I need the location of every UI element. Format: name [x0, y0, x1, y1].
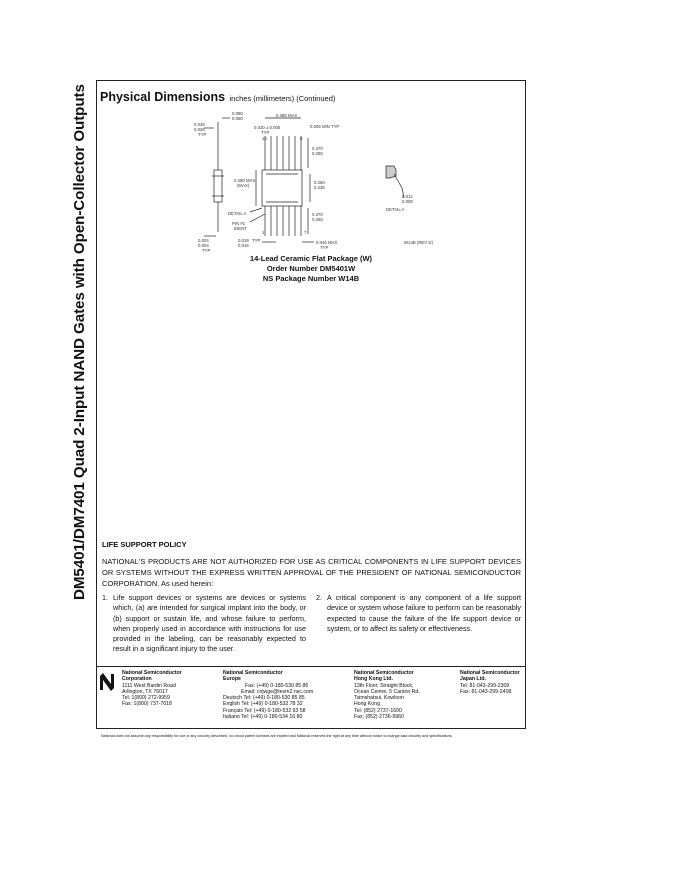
dim-label: 0.045 [194, 122, 205, 127]
dim-label: IDENT [234, 226, 247, 231]
dim-label: 0.260 [314, 180, 325, 185]
dim-label: 0.019 [238, 238, 249, 243]
contact-line: Tel: (852) 2737-1600 [354, 707, 402, 714]
dim-label: 0.012 [402, 194, 413, 199]
dim-label: 0.385 MAX [276, 113, 298, 118]
dim-label: 0.015 [238, 243, 249, 248]
dim-label: 0.370 [312, 212, 323, 217]
dim-label: 0.004 [198, 243, 209, 248]
contact-line: Fax: 81-043-299-2408 [460, 688, 512, 695]
dim-label: TYP [252, 238, 261, 243]
contact-line: Tsimshatsui, Kowloon [354, 695, 404, 702]
contact-line: Email: cnjwge@tevm2.nsc.com [241, 688, 314, 695]
national-semiconductor-logo-icon [99, 672, 115, 692]
dim-label: 0.030 ± 0.005 [254, 125, 281, 130]
package-dimension-drawing [190, 108, 433, 258]
contact-line: Ocean Centre, 5 Canton Rd. [354, 688, 420, 695]
package-caption [200, 254, 422, 284]
contact-line: Fax: (852) 2736-9960 [354, 714, 404, 721]
dim-label: 0.250 [312, 151, 323, 156]
dim-label: 1 [262, 230, 265, 235]
dim-label: 0.008 [402, 199, 413, 204]
caption-line: Order Number DM5401W [266, 264, 356, 273]
contact-line: Tel: 1(800) 272-9959 [122, 695, 170, 702]
policy-item-1 [102, 593, 306, 655]
dim-label: 0.050 [232, 116, 243, 121]
dim-label: TYP [202, 248, 211, 253]
policy-item-text: Life support devices or systems are devices or systems which, (a) are intended for surgical implant into the body, or (b) support or sustain life, and whose failure to perform, when properly used in accordance with instructions for use provided in the labeling, can be reasonably expected to result in a significant injury to the user. [113, 593, 306, 654]
dim-label: 7 [304, 230, 307, 235]
dim-label: 14 [262, 136, 267, 141]
contact-name: Japan Ltd. [460, 676, 486, 683]
dim-label: 0.045 MAX [316, 240, 338, 245]
dim-label: TYP [320, 245, 329, 250]
dim-label: 8 [300, 136, 303, 141]
contact-line: Arlington, TX 76017 [122, 688, 168, 695]
heading-title: Physical Dimensions [100, 90, 226, 104]
contact-hong-kong [354, 670, 420, 720]
life-support-body: NATIONAL'S PRODUCTS ARE NOT AUTHORIZED FOR USE AS CRITICAL COMPONENTS IN LIFE SUPPORT DEVICES OR SYSTEMS WITHOUT THE EXPRESS WRITTEN APPROVAL OF THE PRESIDENT OF NATIONAL SEMICONDUCTOR CORPORATION. As used herein: [102, 557, 521, 588]
contact-line: Tel: 81-043-299-2309 [460, 682, 510, 689]
contact-japan [460, 670, 520, 695]
heading-subtitle: inches (millimeters) (Continued) [229, 94, 336, 103]
contact-line: Français Tel: (+49) 0-180-532 93 58 [223, 707, 306, 714]
dim-label: PIN #1 [232, 221, 246, 226]
contact-line: 13th Floor, Straight Block, [354, 682, 414, 689]
dim-label: 0.080 [232, 111, 243, 116]
contact-europe [223, 670, 313, 720]
contact-name: Hong Kong Ltd. [354, 676, 393, 683]
dim-label: 0.005 MIN TYP [310, 124, 340, 129]
contact-name: National Semiconductor [460, 670, 520, 676]
dim-label: 0.280 MAX [234, 178, 256, 183]
policy-item-number: 2. [316, 593, 322, 602]
dim-label: (MAX) [237, 183, 250, 188]
drawing-number: W14B (REV D) [404, 240, 433, 245]
dim-label: DETAIL A [228, 211, 247, 216]
drawing-labels [194, 111, 433, 253]
dim-label: TYP [198, 132, 207, 137]
policy-item-2 [316, 593, 521, 634]
contact-line: Italiano Tel: (+49) 0-180-534 16 80 [223, 714, 303, 721]
contact-name: National Semiconductor [122, 670, 182, 676]
contact-line: Hong Kong [354, 701, 380, 708]
life-support-title: LIFE SUPPORT POLICY [102, 540, 187, 549]
dim-label: DETAIL A [386, 207, 405, 212]
contact-line: Fax: (+49) 0-180-530 85 86 [245, 682, 309, 689]
contact-name: National Semiconductor [354, 670, 414, 676]
caption-line: NS Package Number W14B [262, 274, 360, 283]
dim-label: TYP [261, 130, 270, 135]
contact-name: Europe [223, 676, 241, 683]
contact-corporation [122, 670, 182, 708]
policy-item-text: A critical component is any component of a life support device or system whose failure to perform can be reasonably expected to cause the failure of the life support device or system, or to affect its safety or effectiveness. [327, 593, 521, 633]
contact-line: Deutsch Tel: (+49) 0-180-530 85 85 [223, 695, 305, 702]
dim-label: 0.235 [314, 185, 325, 190]
legal-disclaimer: National does not assume any responsibility for use of any circuitry described, no circuit patent licenses are implied and National reserves the right at any time without notice to change said circuitry and specifications. [101, 734, 453, 738]
policy-item-number: 1. [102, 593, 108, 602]
dim-label: 0.370 [312, 146, 323, 151]
dim-label: 0.004 [198, 238, 209, 243]
footer-divider [96, 666, 526, 667]
dim-label: 0.026 [194, 127, 205, 132]
contact-line: English Tel: (+49) 0-180-532 78 32 [223, 701, 303, 708]
contact-name: Corporation [122, 676, 152, 683]
contact-line: 1111 West Bardin Road [122, 682, 176, 689]
section-heading [100, 88, 335, 106]
caption-line: 14-Lead Ceramic Flat Package (W) [249, 254, 373, 263]
contact-name: National Semiconductor [223, 670, 283, 676]
document-side-title: DM5401/DM7401 Quad 2-Input NAND Gates with Open-Collector Outputs [71, 84, 88, 600]
dim-label: 0.250 [312, 217, 323, 222]
contact-line: Fax: 1(800) 737-7018 [122, 701, 172, 708]
